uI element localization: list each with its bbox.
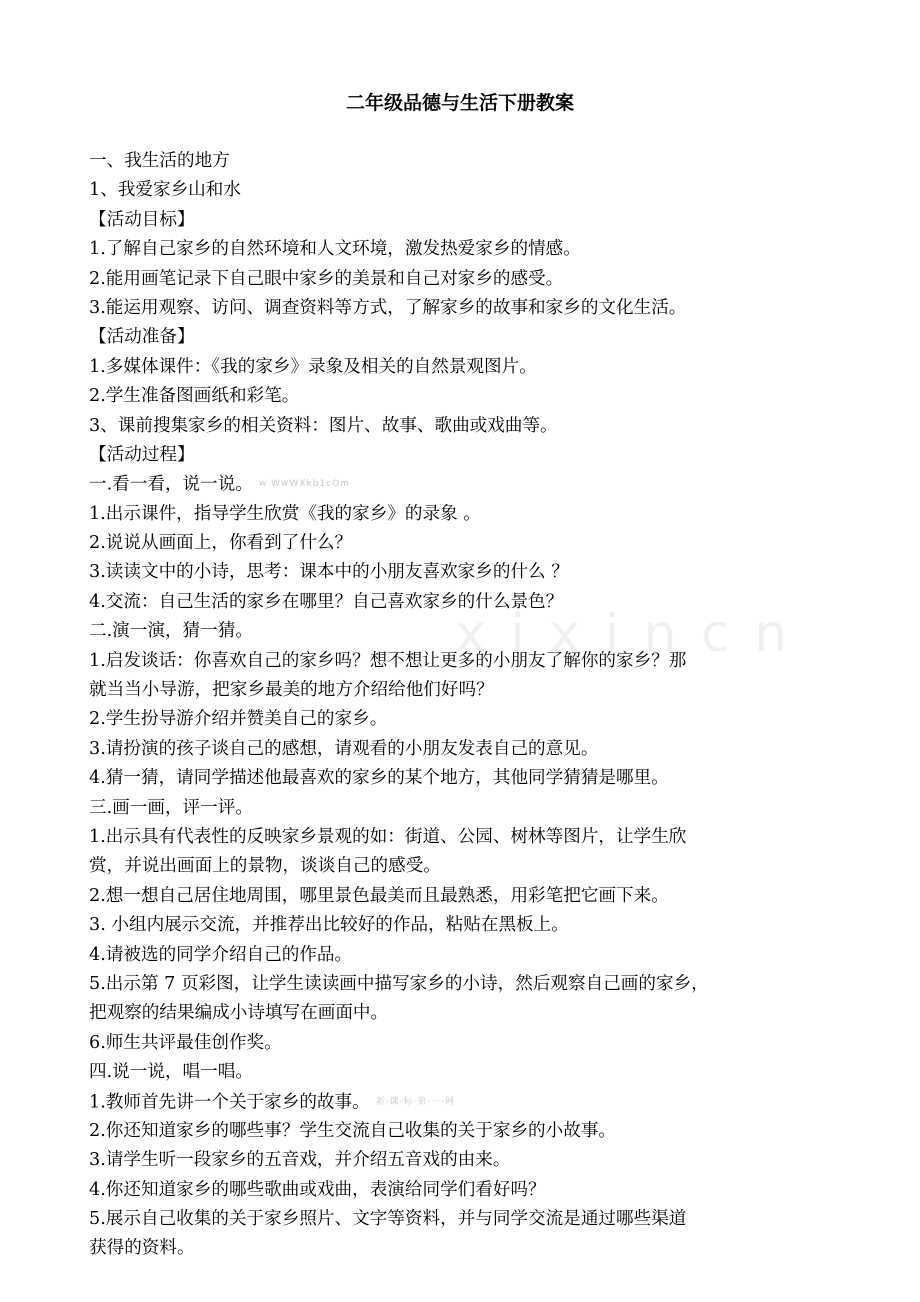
text-line xyxy=(89,588,839,617)
text-line-content: 1.出示具有代表性的反映家乡景观的如：街道、公园、树林等图片，让学生欣 xyxy=(89,826,687,847)
text-line-content: 一.看一看，说一说。 xyxy=(89,475,253,495)
text-line xyxy=(89,705,839,734)
text-line-content: 【活动过程】 xyxy=(89,444,195,465)
text-line xyxy=(89,911,839,940)
text-line-content: 4.猜一猜，请同学描述他最喜欢的家乡的某个地方，其他同学猜猜是哪里。 xyxy=(89,768,669,789)
text-line xyxy=(89,412,839,441)
text-line xyxy=(89,1146,839,1175)
text-line xyxy=(89,265,839,294)
text-line xyxy=(89,647,839,676)
text-line xyxy=(89,882,839,911)
text-line-content: 2.说说从画面上，你看到了什么？ xyxy=(89,533,353,554)
text-line xyxy=(89,1117,839,1146)
text-line xyxy=(89,676,839,705)
text-line xyxy=(89,1176,839,1205)
text-line-content: 3.读读文中的小诗，思考：课本中的小朋友喜欢家乡的什么 ？ xyxy=(89,562,569,583)
text-line xyxy=(89,441,839,470)
text-line xyxy=(89,1029,839,1058)
text-line-content: 3.请扮演的孩子谈自己的感想，请观看的小朋友发表自己的意见。 xyxy=(89,738,599,759)
text-line xyxy=(89,500,839,529)
text-line-content: 1.多媒体课件：《我的家乡》录象及相关的自然景观图片。 xyxy=(89,356,537,377)
text-line-content: 3. 小组内展示交流，并推荐出比较好的作品，粘贴在黑板上。 xyxy=(89,915,569,936)
text-line-content: 【活动准备】 xyxy=(89,327,195,348)
text-line-content: 6.师生共评最佳创作奖。 xyxy=(89,1032,282,1053)
text-line-content: 三.画一画，评一评。 xyxy=(89,797,253,818)
text-line-content: 1.了解自己家乡的自然环境和人文环境，激发热爱家乡的情感。 xyxy=(89,239,581,260)
text-line xyxy=(89,470,839,499)
text-line xyxy=(89,206,839,235)
text-line xyxy=(89,999,839,1028)
text-line xyxy=(89,823,839,852)
text-line-content: 2.能用画笔记录下自己眼中家乡的美景和自己对家乡的感受。 xyxy=(89,268,564,289)
text-line xyxy=(89,382,839,411)
text-line-content: 赏，并说出画面上的景物，谈谈自己的感受。 xyxy=(89,856,441,877)
text-line xyxy=(89,617,839,646)
text-line xyxy=(89,941,839,970)
text-line-content: 把观察的结果编成小诗填写在画面中。 xyxy=(89,1003,389,1024)
text-line xyxy=(89,794,839,823)
text-line-content: 3.能运用观察、访问、调查资料等方式，了解家乡的故事和家乡的文化生活。 xyxy=(89,297,687,318)
text-line-content: 2.学生准备图画纸和彩笔。 xyxy=(89,386,300,407)
text-line-content: 1、我爱家乡山和水 xyxy=(89,180,241,201)
text-line-content: 1.出示课件，指导学生欣赏《我的家乡》的录象 。 xyxy=(89,503,481,524)
text-line-content: 2.想一想自己居住地周围，哪里景色最美而且最熟悉，用彩笔把它画下来。 xyxy=(89,885,669,906)
text-line-content: 5.出示第 7 页彩图，让学生读读画中描写家乡的小诗，然后观察自己画的家乡， xyxy=(89,973,709,994)
text-line-content: 一、我生活的地方 xyxy=(89,151,230,171)
background-watermark: x i x i n c n xyxy=(455,604,792,664)
text-line-content: 1.启发谈话：你喜欢自己的家乡吗？想不想让更多的小朋友了解你的家乡？那 xyxy=(89,650,687,671)
document-body xyxy=(89,147,839,1264)
text-line-content: 5.展示自己收集的关于家乡照片、文字等资料，并与同学交流是通过哪些渠道 xyxy=(89,1209,687,1230)
text-line xyxy=(89,764,839,793)
text-line-content: 4.交流：自己生活的家乡在哪里？自己喜欢家乡的什么景色？ xyxy=(89,591,564,612)
text-line-content: 【活动目标】 xyxy=(89,209,195,230)
text-line xyxy=(89,353,839,382)
inline-watermark: w WwWXkb1cOm xyxy=(258,479,350,490)
text-line xyxy=(89,147,839,176)
text-line-content: 3、课前搜集家乡的相关资料：图片、故事、歌曲或戏曲等。 xyxy=(89,415,558,436)
text-line-content: 四.说一说，唱一唱。 xyxy=(89,1062,253,1083)
text-line-content: 3.请学生听一段家乡的五音戏，并介绍五音戏的由来。 xyxy=(89,1150,511,1171)
text-line xyxy=(89,1058,839,1087)
text-line-content: 4.请被选的同学介绍自己的作品。 xyxy=(89,944,353,965)
text-line xyxy=(89,323,839,352)
text-line xyxy=(89,970,839,999)
text-line xyxy=(89,529,839,558)
text-line xyxy=(89,1234,839,1263)
text-line-content: 二.演一演，猜一猜。 xyxy=(89,621,253,642)
text-line-content: 就当当小导游，把家乡最美的地方介绍给他们好吗？ xyxy=(89,680,494,701)
text-line xyxy=(89,176,839,205)
text-line xyxy=(89,852,839,881)
text-line-content: 1.教师首先讲一个关于家乡的故事。 xyxy=(89,1092,370,1113)
inline-watermark: 新·课·标·第·一·网 xyxy=(375,1096,456,1107)
text-line xyxy=(89,294,839,323)
text-line xyxy=(89,558,839,587)
text-line-content: 获得的资料。 xyxy=(89,1238,195,1259)
text-line-content: 2.你还知道家乡的哪些事？学生交流自己收集的关于家乡的小故事。 xyxy=(89,1120,617,1141)
text-line xyxy=(89,1205,839,1234)
text-line xyxy=(89,735,839,764)
document-title: 二年级品德与生活下册教案 xyxy=(345,92,574,114)
text-line-content: 4.你还知道家乡的哪些歌曲或戏曲，表演给同学们看好吗？ xyxy=(89,1179,546,1200)
text-line-content: 2.学生扮导游介绍并赞美自己的家乡。 xyxy=(89,709,388,730)
text-line xyxy=(89,1088,839,1117)
text-line xyxy=(89,235,839,264)
